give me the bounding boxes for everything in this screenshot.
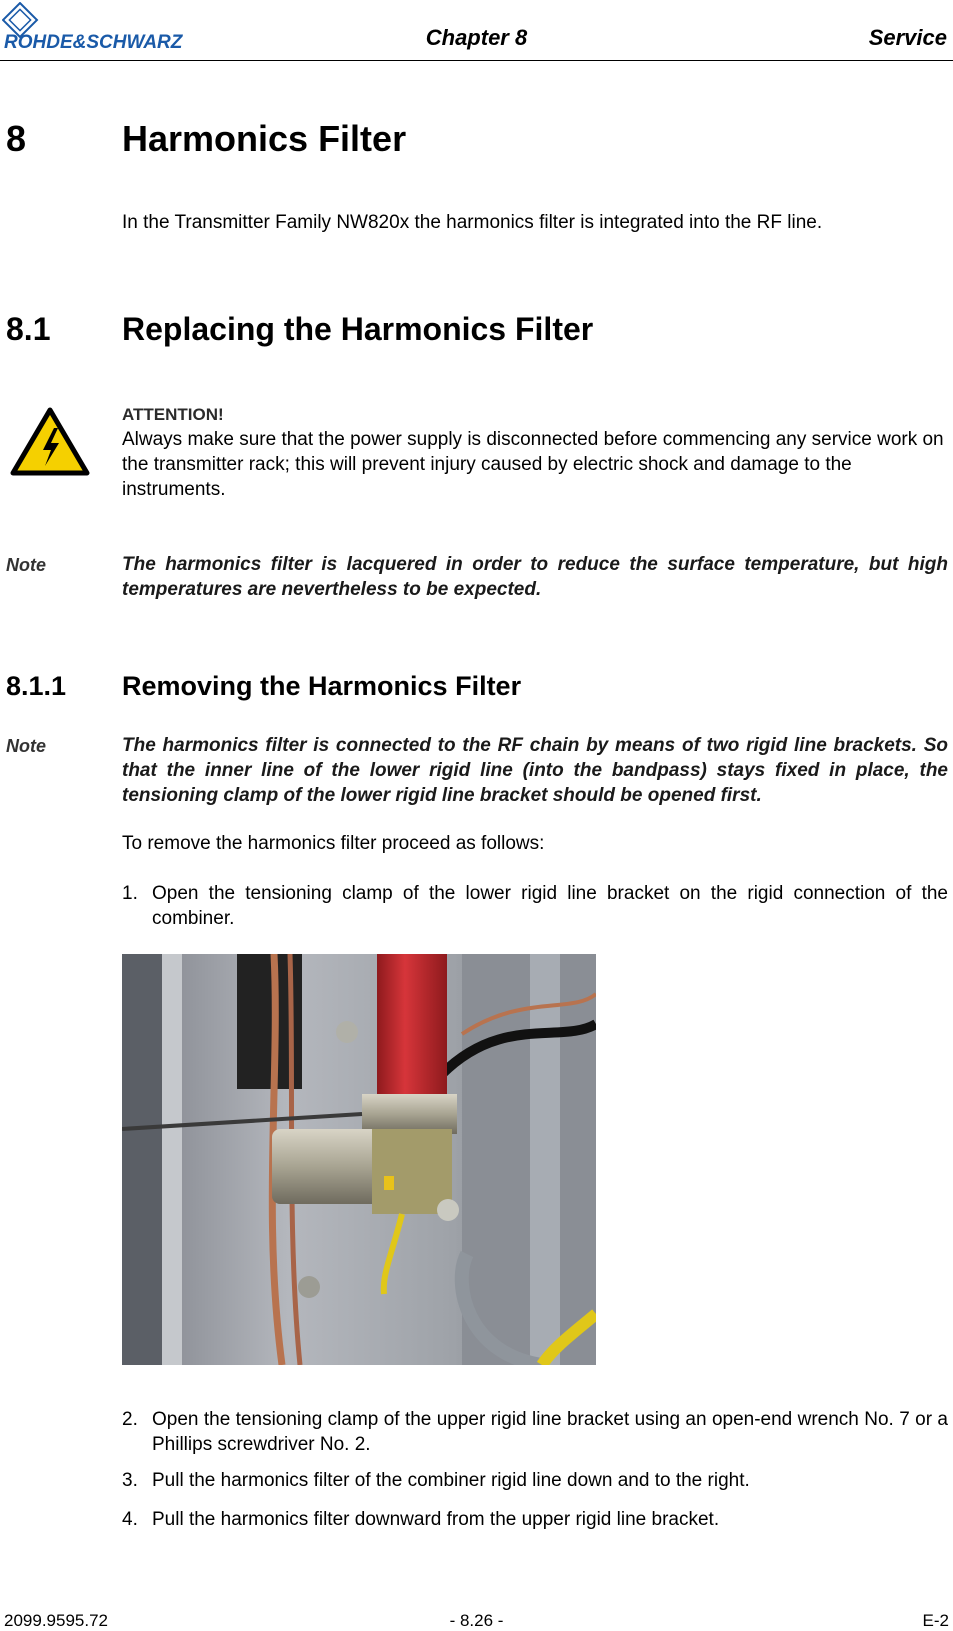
page-number: - 8.26 -: [449, 1611, 504, 1630]
note-label: Note: [6, 555, 46, 575]
step-text: Pull the harmonics filter downward from the upper rigid line bracket.: [152, 1509, 720, 1530]
intro-paragraph: In the Transmitter Family NW820x the harmonics filter is integrated into the RF line.: [122, 212, 823, 233]
document-number: 2099.9595.72: [4, 1611, 108, 1630]
heading1-title: Harmonics Filter: [122, 118, 407, 159]
step-number: 1.: [122, 883, 138, 904]
heading2-number: 8.1: [6, 311, 51, 347]
heading3-title: Removing the Harmonics Filter: [122, 671, 522, 701]
list-item: [122, 1407, 948, 1457]
heading1-number: 8: [6, 118, 27, 159]
list-item: [122, 881, 948, 931]
edition: E-2: [922, 1611, 949, 1630]
svg-text:ROHDE&SCHWARZ: ROHDE&SCHWARZ: [4, 32, 183, 50]
step-number: 2.: [122, 1409, 138, 1430]
high-voltage-warning-icon: [10, 406, 90, 476]
step-text: Pull the harmonics filter of the combiner rigid line down and to the right.: [152, 1470, 750, 1491]
procedure-intro: To remove the harmonics filter proceed as follows:: [122, 833, 545, 854]
header-divider: [0, 60, 953, 61]
section-name: Service: [868, 25, 947, 50]
note-label: Note: [6, 736, 46, 756]
heading2-title: Replacing the Harmonics Filter: [122, 311, 594, 347]
step-text: Open the tensioning clamp of the lower rigid line bracket on the rigid connection of the combiner.: [152, 883, 948, 929]
step-text: Open the tensioning clamp of the upper rigid line bracket using an open-end wrench No. 7 or a Phillips screwdriver No. 2.: [152, 1409, 948, 1455]
harmonics-filter-photo: [122, 954, 596, 1365]
chapter-title: Chapter 8: [425, 25, 528, 50]
list-item: [122, 1507, 948, 1532]
step-number: 4.: [122, 1509, 138, 1530]
note-text: The harmonics filter is lacquered in order to reduce the surface temperature, but high temperatures are nevertheless to be expected.: [122, 554, 948, 600]
step-number: 3.: [122, 1470, 138, 1491]
note-text: The harmonics filter is connected to the RF chain by means of two rigid line brackets. So that the inner line of the lower rigid line (into the bandpass) stays fixed in place, the tensioning clamp of the lower rigid line bracket should be opened first.: [122, 735, 948, 806]
heading3-number: 8.1.1: [6, 671, 67, 701]
attention-title: ATTENTION!: [122, 405, 224, 424]
list-item: [122, 1468, 948, 1493]
attention-text: Always make sure that the power supply is disconnected before commencing any service work on the transmitter rack; this will prevent injury caused by electric shock and damage to the instruments.: [122, 429, 944, 500]
